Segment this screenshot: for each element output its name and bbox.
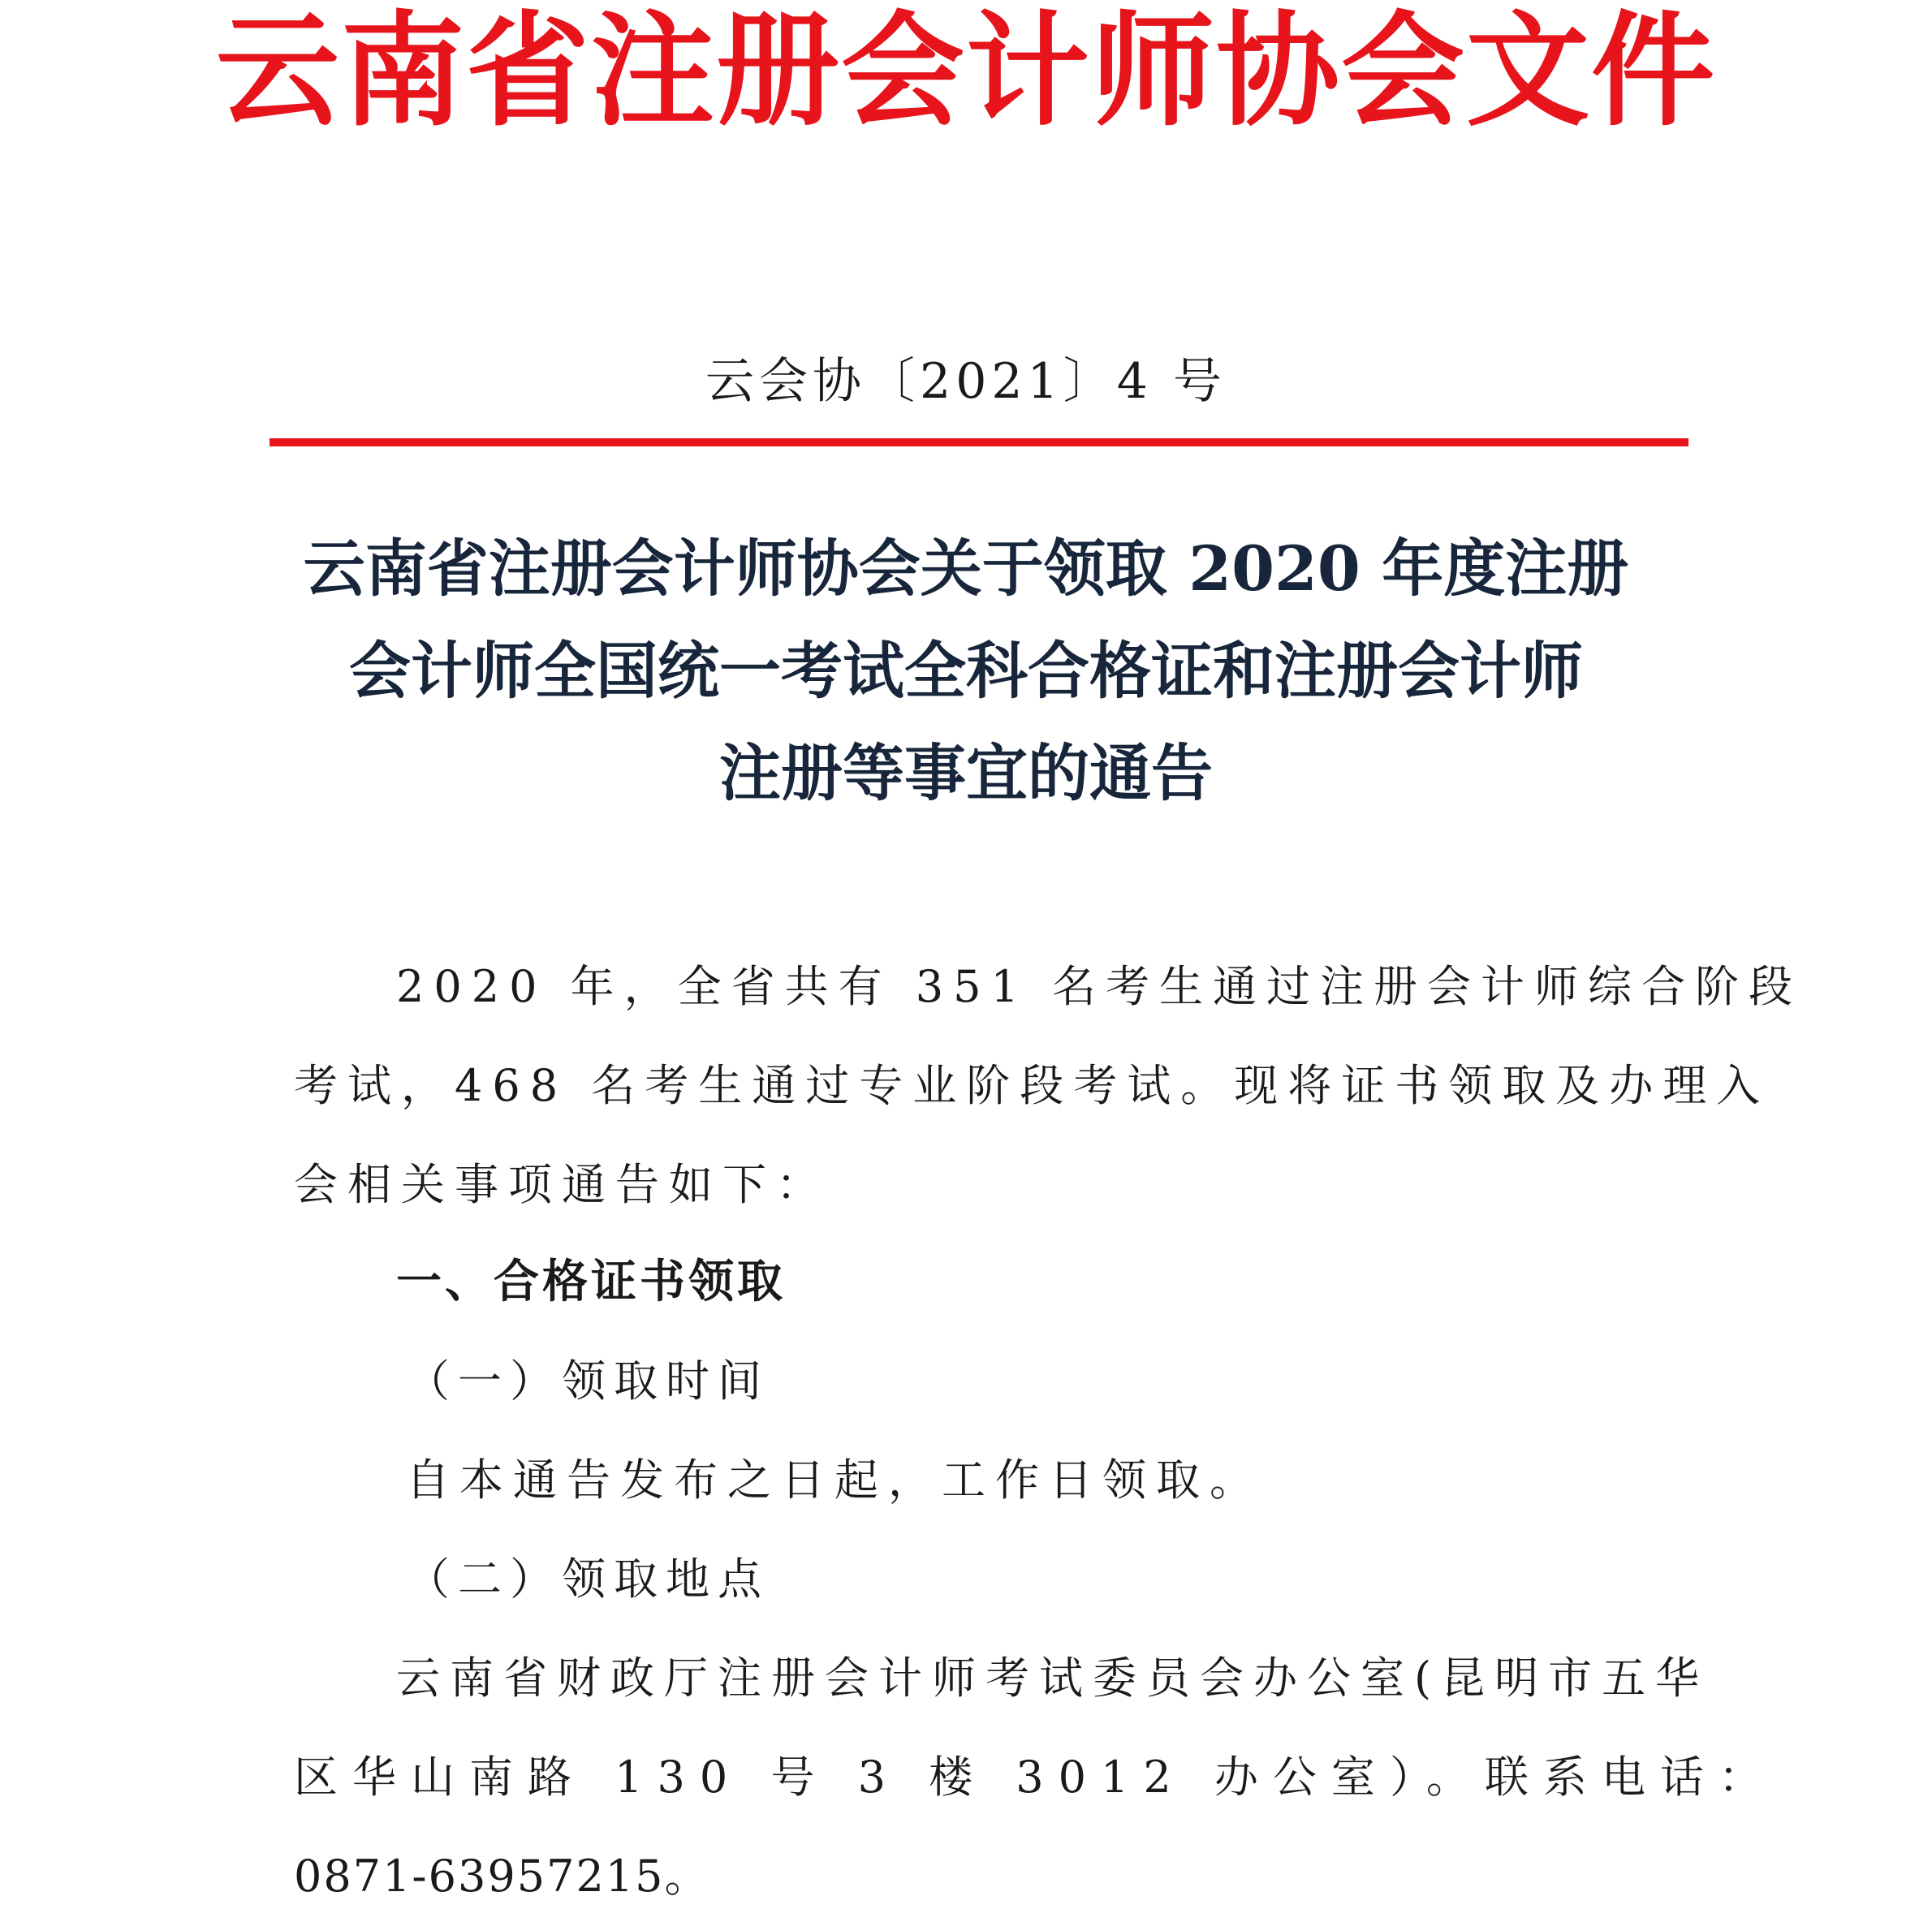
notice-title-line-3: 注册等事宜的通告 xyxy=(719,737,1213,809)
notice-title-line-2: 会计师全国统一考试全科合格证和注册会计师 xyxy=(349,635,1583,707)
location-line-2: 区华山南路 130 号 3 楼 3012 办公室）。联系电话： xyxy=(294,1752,1777,1803)
red-separator-rule xyxy=(270,438,1688,446)
intro-line-3: 会相关事项通告如下： xyxy=(294,1159,830,1210)
pickup-time-text: 自本通告发布之日起，工作日领取。 xyxy=(406,1454,1263,1506)
location-line-1: 云南省财政厅注册会计师考试委员会办公室(昆明市五华 xyxy=(396,1653,1710,1704)
document-number: 云会协〔2021〕4 号 xyxy=(705,353,1227,410)
intro-line-1: 2020 年，全省共有 351 名考生通过注册会计师综合阶段 xyxy=(396,961,1802,1012)
masthead-title: 云南省注册会计师协会文件 xyxy=(216,0,1716,143)
notice-title xyxy=(268,518,1664,825)
contact-phone: 0871-63957215。 xyxy=(294,1851,710,1902)
intro-line-2: 考试，468 名考生通过专业阶段考试。现将证书领取及办理入 xyxy=(294,1060,1770,1111)
subsection-heading-time: （一）领取时间 xyxy=(406,1355,770,1407)
section-heading-certificate: 一、合格证书领取 xyxy=(396,1256,786,1308)
notice-title-line-1: 云南省注册会计师协会关于领取 2020 年度注册 xyxy=(303,532,1629,605)
subsection-heading-location: （二）领取地点 xyxy=(406,1553,770,1605)
